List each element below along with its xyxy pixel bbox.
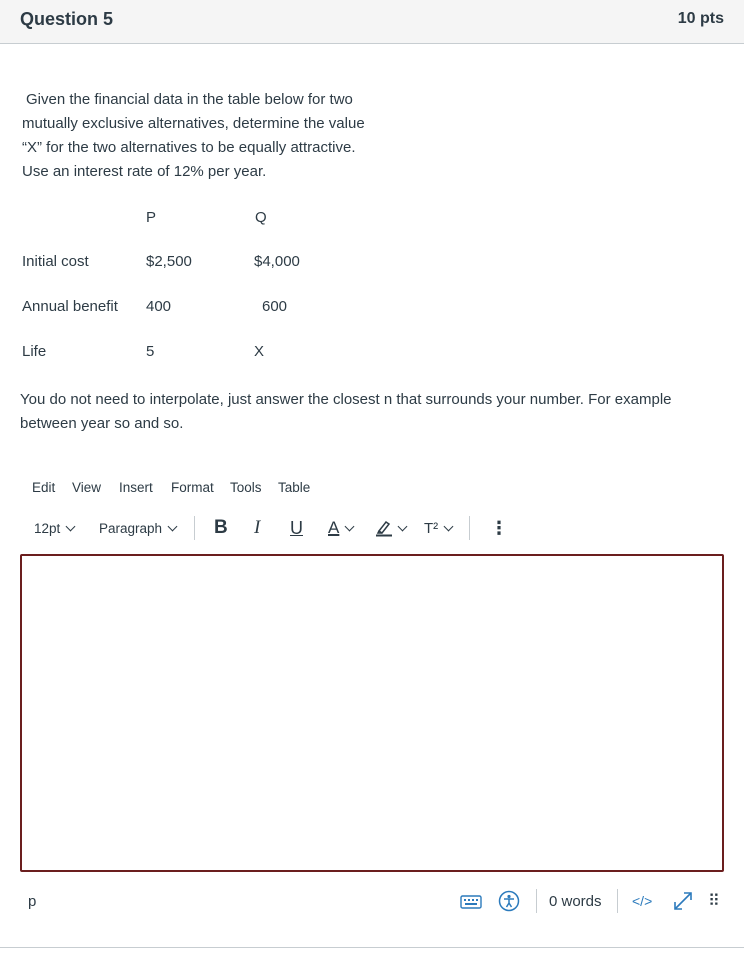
menu-view[interactable]: View xyxy=(72,480,102,495)
row-label-annual-benefit: Annual benefit xyxy=(22,298,118,315)
superscript-button[interactable] xyxy=(424,514,452,542)
accessibility-checker-button[interactable] xyxy=(498,886,520,916)
note-line: between year so and so. xyxy=(20,415,184,432)
chevron-down-icon xyxy=(66,521,76,531)
cell-annual-benefit-p: 400 xyxy=(146,298,172,315)
fullscreen-button[interactable] xyxy=(672,886,694,916)
bold-button[interactable]: B xyxy=(214,517,228,538)
prompt-line: “X” for the two alternatives to be equally attractive. xyxy=(22,139,356,156)
question-points: 10 pts xyxy=(677,10,724,27)
menu-insert[interactable]: Insert xyxy=(119,480,153,495)
note-line: You do not need to interpolate, just answer the closest n that surrounds your number. For example xyxy=(20,391,672,408)
font-size-select[interactable] xyxy=(34,514,74,542)
text-color-icon: A xyxy=(328,518,340,537)
menu-tools[interactable]: Tools xyxy=(230,480,262,495)
chevron-down-icon xyxy=(345,521,355,531)
word-count[interactable]: 0 words xyxy=(549,892,602,910)
question-note xyxy=(20,388,720,436)
cell-annual-benefit-q: 600 xyxy=(262,298,288,315)
menu-edit[interactable]: Edit xyxy=(32,480,56,495)
toolbar-divider xyxy=(469,516,470,540)
question-bottom-divider xyxy=(0,947,744,948)
text-color-button[interactable] xyxy=(328,514,353,542)
underline-button[interactable]: U xyxy=(290,517,303,538)
chevron-down-icon xyxy=(398,521,408,531)
prompt-line: Use an interest rate of 12% per year. xyxy=(22,163,267,180)
prompt-line: mutually exclusive alternatives, determine the value xyxy=(22,115,365,132)
menu-table[interactable]: Table xyxy=(278,480,311,495)
toolbar-divider xyxy=(194,516,195,540)
expand-icon xyxy=(672,890,694,912)
resize-handle[interactable]: ⠿ xyxy=(708,893,720,910)
block-format-value: Paragraph xyxy=(99,520,163,536)
html-editor-toggle[interactable]: </> xyxy=(632,893,653,909)
row-label-life: Life xyxy=(22,343,47,360)
keyboard-icon xyxy=(460,893,482,909)
font-size-value: 12pt xyxy=(34,520,61,536)
statusbar-divider xyxy=(536,889,537,913)
cell-life-p: 5 xyxy=(146,343,155,360)
highlighter-icon xyxy=(376,519,392,537)
keyboard-shortcuts-button[interactable] xyxy=(460,886,482,916)
superscript-icon: T² xyxy=(424,519,439,537)
editor-statusbar xyxy=(0,886,744,916)
highlight-color-button[interactable] xyxy=(376,514,406,542)
element-path[interactable]: p xyxy=(28,892,37,910)
statusbar-divider xyxy=(617,889,618,913)
chevron-down-icon xyxy=(168,521,178,531)
row-label-initial-cost: Initial cost xyxy=(22,253,89,270)
cell-initial-cost-p: $2,500 xyxy=(146,253,192,270)
menu-format[interactable]: Format xyxy=(171,480,214,495)
col-header-p: P xyxy=(146,209,157,226)
accessibility-icon xyxy=(498,890,520,912)
cell-initial-cost-q: $4,000 xyxy=(254,253,300,270)
question-header xyxy=(0,0,744,44)
block-format-select[interactable] xyxy=(99,514,176,542)
more-options-button[interactable]: ⋮ xyxy=(490,517,508,538)
chevron-down-icon xyxy=(444,521,454,531)
italic-button[interactable]: I xyxy=(254,517,261,538)
question-title: Question 5 xyxy=(20,9,114,29)
prompt-line: Given the financial data in the table below for two xyxy=(26,91,353,108)
cell-life-q: X xyxy=(254,343,265,360)
col-header-q: Q xyxy=(255,209,267,226)
question-prompt xyxy=(22,88,392,184)
rich-text-editor-area[interactable] xyxy=(20,554,724,872)
editor-toolbar xyxy=(0,514,744,542)
